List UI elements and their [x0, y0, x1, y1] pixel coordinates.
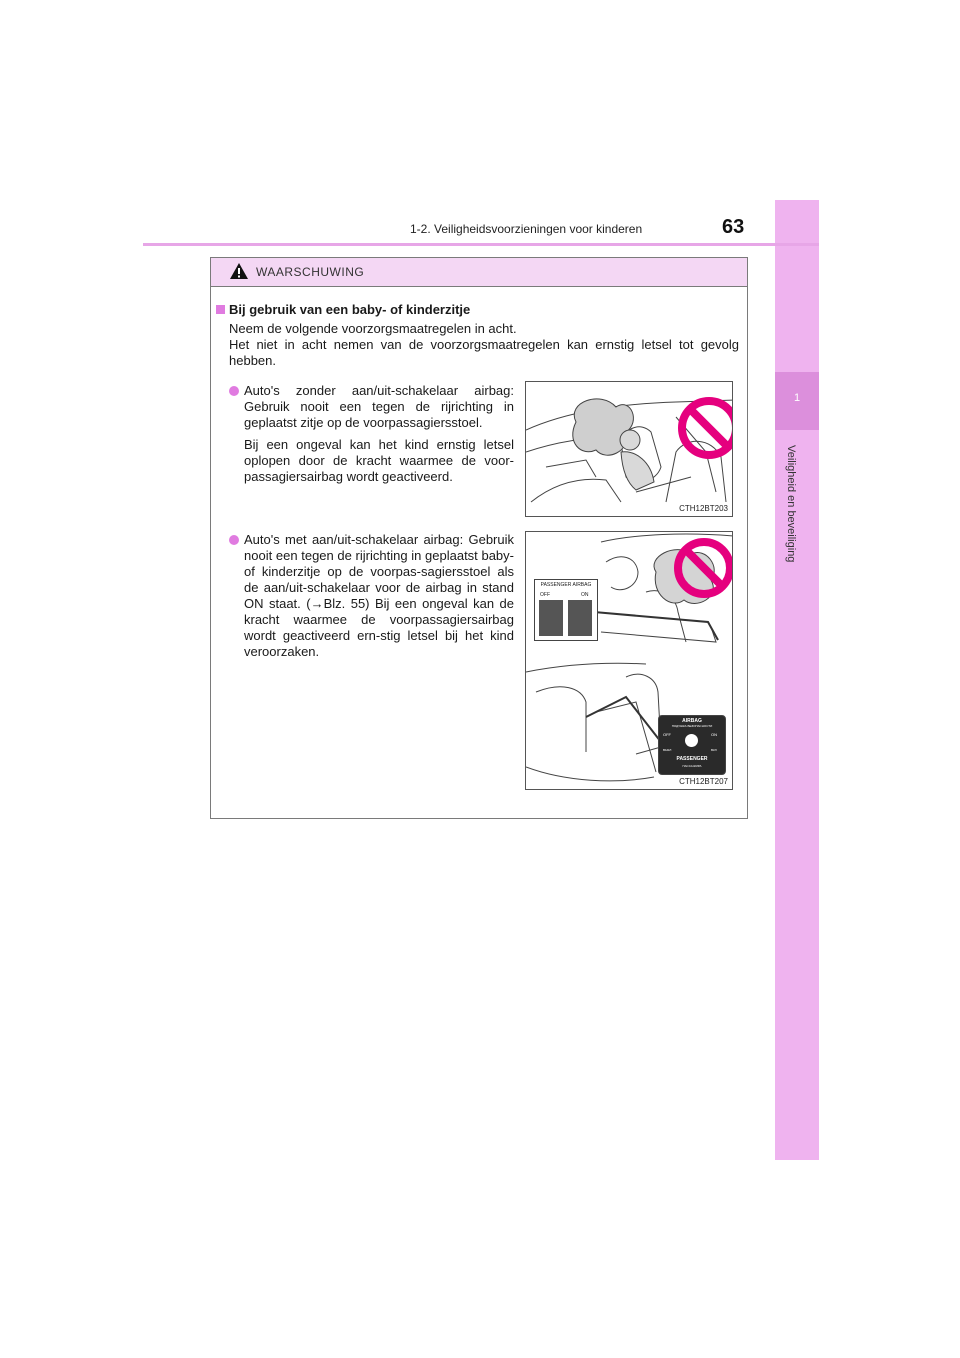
switch-off-ru: ВЫКЛ: [663, 748, 672, 752]
switch-passenger-ru: ПАССАЖИРА: [682, 764, 702, 768]
switch-passenger: PASSENGER: [676, 756, 708, 762]
figure-code: CTH12BT207: [679, 777, 728, 786]
illustration-airbag-switch: [525, 531, 733, 790]
warning-triangle-icon: [229, 262, 249, 280]
airbag-switch-panel: [658, 715, 726, 775]
warning-heading-text: Bij gebruik van een baby- of kinderzitje: [229, 302, 471, 317]
switch-title: AIRBAG: [682, 718, 702, 724]
illustration-airbag-rear-facing-seat: [525, 381, 733, 517]
warning-heading: [216, 302, 470, 317]
bullet-1-text: Auto's zonder aan/uit-schakelaar airbag: Gebruik nooit een tegen de rijrichting in geplaatst zitje op de voorpassagiersstoel.: [244, 383, 514, 430]
chapter-side-tab: [775, 200, 819, 1160]
section-title: 1-2. Veiligheidsvoorzieningen voor kinderen: [410, 222, 643, 236]
label-panel-title: PASSENGER AIRBAG: [540, 582, 592, 588]
chapter-label: Veiligheid en beveiliging: [785, 445, 797, 563]
bullet-dot-icon: [229, 386, 239, 396]
square-bullet-icon: [216, 305, 225, 314]
switch-off: OFF: [663, 732, 671, 737]
warning-title: WAARSCHUWING: [256, 265, 365, 279]
chapter-number: 1: [793, 392, 801, 404]
label-panel-on: ON: [581, 592, 589, 598]
intro-line-1: Neem de volgende voorzorgsmaatregelen in acht.: [229, 321, 517, 336]
switch-on: ON: [711, 732, 717, 737]
passenger-airbag-label-panel: [534, 579, 598, 641]
bullet-2-text: Auto's met aan/uit-schakelaar airbag: Gebruik nooit een tegen de rijrichting in geplaatst baby- of kinderzitje op de voorpas-sagiersstoel als de aan/uit-schakelaar voor de airbag in stand ON staat. (→Blz. 55) Bij een ongeval kan de kracht waarmee de voorpassagiersairbag wordt geactiveerd ern-stig letsel bij het kind veroorzaken.: [244, 532, 514, 659]
intro-line-2: Het niet in acht nemen van de voorzorgsmaatregelen kan ernstig letsel tot gevolg hebben.: [229, 337, 739, 368]
bullet-item-2: [229, 532, 514, 660]
warning-header: [211, 258, 747, 287]
header-rule: [143, 243, 819, 246]
bullet-item-1: [229, 383, 514, 485]
page-number: 63: [722, 216, 745, 238]
figure-code: CTH12BT203: [679, 504, 728, 513]
bullet-dot-icon: [229, 535, 239, 545]
label-panel-off: OFF: [540, 592, 550, 598]
bullet-1-sub: Bij een ongeval kan het kind ernstig letsel oplopen door de kracht waarmee de voor-passagiersairbag wordt geactiveerd.: [244, 437, 514, 484]
switch-on-ru: ВКЛ: [711, 748, 717, 752]
car-interior-drawing: [526, 382, 733, 517]
warning-intro: [229, 321, 739, 369]
key-switch-icon: [685, 734, 698, 747]
switch-subtitle: ПОДУШКА БЕЗОПАСНОСТИ: [671, 724, 713, 728]
